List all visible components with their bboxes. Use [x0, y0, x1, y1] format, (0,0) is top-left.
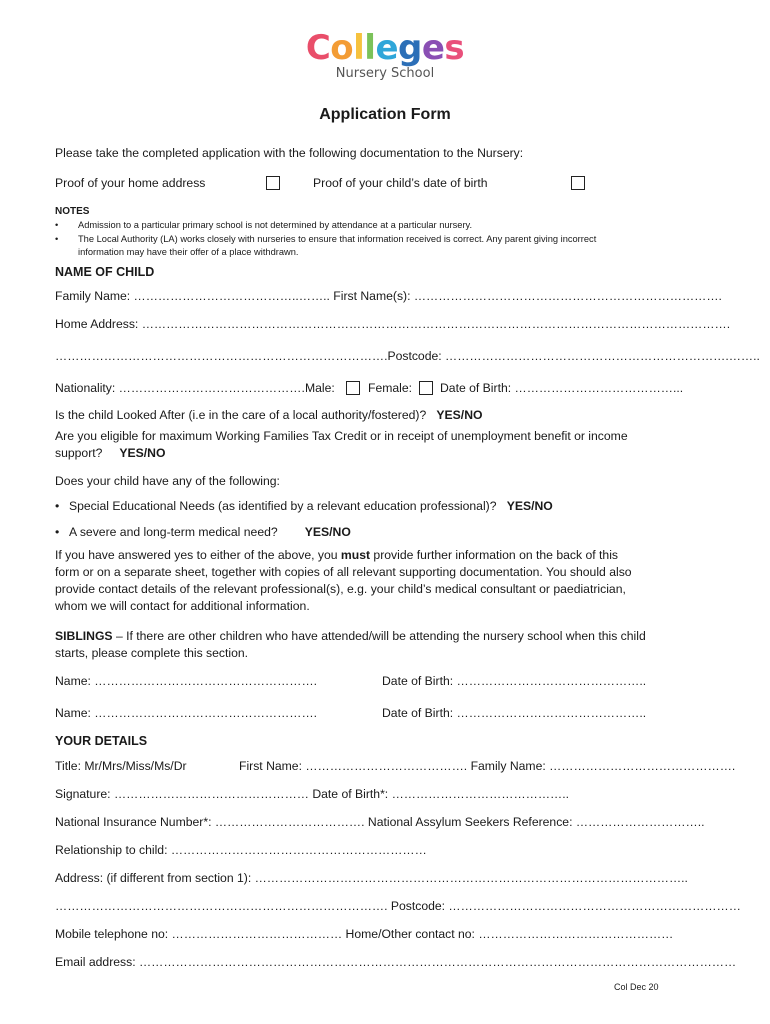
answered-text: If you have answered yes to either of the above, you: [55, 548, 341, 562]
note-text: information may have their offer of a place withdrawn.: [78, 247, 299, 257]
looked-after-question: [55, 407, 482, 423]
intro-text: Please take the completed application with the following documentation to the Nursery:: [55, 146, 524, 160]
siblings-intro-line1: [55, 628, 646, 644]
male-checkbox[interactable]: [346, 381, 360, 395]
answered-paragraph-line1: [55, 547, 618, 563]
proof-address-label: Proof of your home address: [55, 176, 206, 190]
medical-yes-no[interactable]: YES/NO: [304, 525, 351, 539]
bullet-icon: •: [55, 499, 60, 513]
logo-letter: C: [305, 28, 331, 68]
answered-paragraph-line4: whom we will contact for additional information.: [55, 599, 310, 613]
siblings-intro-text: – If there are other children who have attended/will be attending the nursery school when this child: [112, 629, 646, 643]
relationship-field[interactable]: Relationship to child: ………………………………………………………: [55, 843, 427, 857]
following-question: Does your child have any of the following:: [55, 474, 280, 488]
phone-field[interactable]: Mobile telephone no: …………………………………… Home/Other contact no: …………………………………………: [55, 927, 674, 941]
logo-letter: e: [375, 28, 399, 68]
siblings-intro-line2: starts, please complete this section.: [55, 646, 249, 660]
parent-title-field[interactable]: Title: Mr/Mrs/Miss/Ms/Dr: [55, 759, 187, 773]
name-of-child-heading: NAME OF CHILD: [55, 265, 155, 279]
parent-address-field[interactable]: Address: (if different from section 1): ……………………………………………………………………………………………..: [55, 871, 688, 885]
parent-name-field[interactable]: First Name: …………………………………. Family Name: ……………………………………….: [239, 759, 736, 773]
logo-letter: o: [330, 28, 354, 68]
sibling-name-field[interactable]: Name: ……………………………………………….: [55, 674, 318, 688]
signature-field[interactable]: Signature: ………………………………………… Date of Birth*: ……………………………………..: [55, 787, 569, 801]
parent-postcode-field[interactable]: ………………………………………………………………………. Postcode: ………………………………………………………………: [55, 899, 741, 913]
sen-text: Special Educational Needs (as identified by a relevant education professional)?: [69, 499, 497, 513]
nationality-field[interactable]: Nationality: ……………………………………….: [55, 381, 305, 395]
footer-code: Col Dec 20: [614, 982, 659, 992]
logo-wordmark: [305, 30, 465, 66]
eligible-text: support?: [55, 446, 103, 460]
logo-letter: l: [353, 28, 365, 68]
siblings-heading: SIBLINGS: [55, 629, 113, 643]
proof-address-checkbox[interactable]: [266, 176, 280, 190]
looked-after-text: Is the child Looked After (i.e in the care of a local authority/fostered)?: [55, 408, 427, 422]
page-title: Application Form: [319, 106, 451, 123]
proof-birth-checkbox[interactable]: [571, 176, 585, 190]
bullet-icon: •: [55, 525, 60, 539]
sibling-dob-field[interactable]: Date of Birth: ………………………………………..: [382, 674, 647, 688]
female-checkbox[interactable]: [419, 381, 433, 395]
eligible-question-continued: [55, 445, 165, 461]
note-text: Admission to a particular primary school is not determined by attendance at a particular nursery.: [78, 220, 473, 230]
logo-subtitle: Nursery School: [335, 66, 435, 81]
note-text: The Local Authority (LA) works closely with nurseries to ensure that information received is correct. Any parent giving incorrect: [78, 234, 597, 244]
sen-yes-no[interactable]: YES/NO: [506, 499, 553, 513]
answered-must: must: [340, 548, 371, 562]
answered-paragraph-line3: provide contact details of the relevant professional(s), e.g. your child’s medical consultant or paediatrician,: [55, 582, 626, 596]
home-address-field[interactable]: Home Address: ……………………………………………………………………………………………………………………………….: [55, 317, 731, 331]
eligible-yes-no[interactable]: YES/NO: [119, 446, 166, 460]
address-postcode-field[interactable]: ……………………………………………………………………….Postcode: …………………………………………………………….……..: [55, 349, 760, 363]
medical-question: [55, 524, 351, 540]
email-field[interactable]: Email address: …………………………………………………………………………………………………………………………………: [55, 955, 737, 969]
sibling-dob-field[interactable]: Date of Birth: ………………………………………..: [382, 706, 647, 720]
looked-after-yes-no[interactable]: YES/NO: [436, 408, 483, 422]
bullet-icon: •: [55, 220, 59, 230]
child-dob-field[interactable]: Date of Birth: …………………………………...: [440, 381, 684, 395]
answered-paragraph-line2: form or on a separate sheet, together with copies of all relevant supporting documentation. You should also: [55, 565, 632, 579]
ni-number-field[interactable]: National Insurance Number*: ………………………………. National Assylum Seekers Reference: …………………………..: [55, 815, 705, 829]
notes-heading: NOTES: [55, 206, 90, 217]
female-label: Female:: [368, 381, 413, 395]
your-details-heading: YOUR DETAILS: [55, 734, 148, 748]
male-label: Male:: [305, 381, 335, 395]
answered-text: provide further information on the back of this: [370, 548, 618, 562]
logo-letter: g: [398, 28, 422, 68]
sibling-name-field[interactable]: Name: ……………………………………………….: [55, 706, 318, 720]
logo-letter: e: [421, 28, 445, 68]
logo-letter: l: [364, 28, 376, 68]
colleges-logo: [305, 30, 465, 82]
bullet-icon: •: [55, 234, 59, 244]
proof-birth-label: Proof of your child’s date of birth: [313, 176, 488, 190]
medical-text: A severe and long-term medical need?: [69, 525, 278, 539]
child-names-field[interactable]: Family Name: …………………………………..…….. First Name(s): ………………………………………………………………….: [55, 289, 722, 303]
logo-letter: s: [444, 28, 465, 68]
eligible-question: Are you eligible for maximum Working Families Tax Credit or in receipt of unemployment benefit or income: [55, 429, 628, 443]
sen-question: [55, 498, 553, 514]
